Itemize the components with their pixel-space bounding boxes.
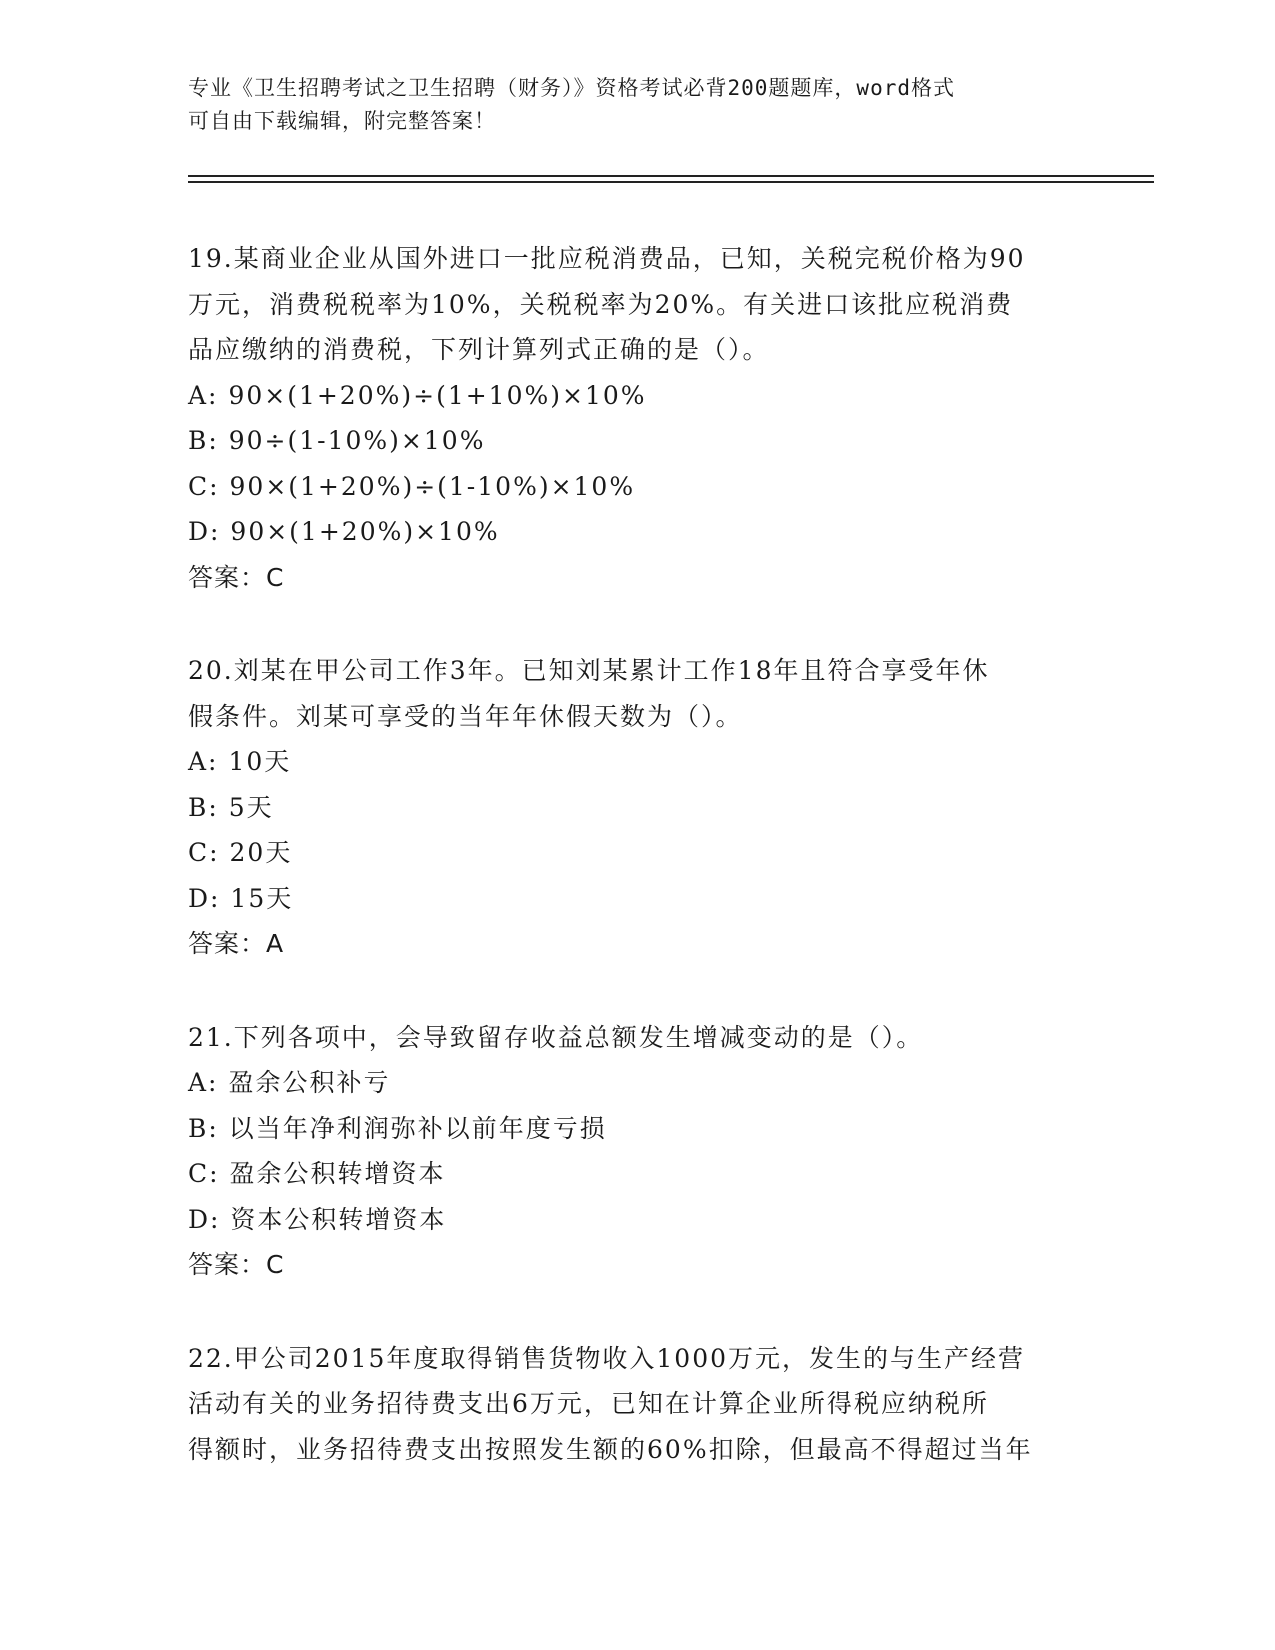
option-key: B: <box>188 426 219 455</box>
option-text: 90÷(1-10%)×10% <box>228 426 486 455</box>
option-c <box>188 1151 1088 1197</box>
question-stem-line: 活动有关的业务招待费支出6万元，已知在计算企业所得税应纳税所 <box>188 1389 989 1418</box>
option-a <box>188 1060 1088 1106</box>
option-text: 20天 <box>229 838 293 867</box>
question-stem-line: 19.某商业企业从国外进口一批应税消费品，已知，关税完税价格为90 <box>188 244 1026 273</box>
option-text: 90×(1+20%)÷(1-10%)×10% <box>229 471 636 501</box>
option-key: D: <box>188 883 221 913</box>
document-header <box>188 72 1088 138</box>
question-22 <box>188 1336 1088 1473</box>
option-key: B: <box>188 792 219 822</box>
answer-line: 答案：C <box>188 562 285 592</box>
question-stem-line: 品应缴纳的消费税，下列计算列式正确的是（）。 <box>188 335 770 364</box>
option-text: 5天 <box>228 792 274 822</box>
question-stem-line: 万元，消费税税率为10%，关税税率为20%。有关进口该批应税消费 <box>188 289 1014 319</box>
option-d <box>188 509 1088 555</box>
option-text: 盈余公积转增资本 <box>229 1159 446 1188</box>
option-key: A: <box>188 1068 219 1097</box>
question-19 <box>188 236 1088 600</box>
option-b <box>188 785 1088 831</box>
option-d <box>188 1197 1088 1243</box>
option-b <box>188 418 1088 464</box>
option-key: C: <box>188 1159 220 1188</box>
option-key: B: <box>188 1113 219 1143</box>
header-rule-top <box>188 175 1154 177</box>
question-21 <box>188 1015 1088 1288</box>
option-text: 90×(1+20%)÷(1+10%)×10% <box>228 380 647 410</box>
question-stem-line: 22.甲公司2015年度取得销售货物收入1000万元，发生的与生产经营 <box>188 1343 1026 1373</box>
answer-line: 答案：A <box>188 929 285 958</box>
option-text: 90×(1+20%)×10% <box>230 517 500 546</box>
option-d <box>188 876 1088 922</box>
question-20 <box>188 648 1088 967</box>
option-c <box>188 830 1088 876</box>
question-stem-line: 得额时，业务招待费支出按照发生额的60%扣除，但最高不得超过当年 <box>188 1434 1033 1464</box>
option-key: D: <box>188 517 221 546</box>
option-a <box>188 739 1088 785</box>
option-key: C: <box>188 471 220 501</box>
option-text: 10天 <box>228 747 292 776</box>
option-text: 15天 <box>230 883 294 913</box>
answer-line: 答案：C <box>188 1250 285 1279</box>
option-text: 盈余公积补亏 <box>228 1068 391 1097</box>
question-stem-line: 假条件。刘某可享受的当年年休假天数为（）。 <box>188 701 743 731</box>
option-key: D: <box>188 1204 221 1234</box>
header-line-2: 可自由下载编辑，附完整答案！ <box>188 109 496 133</box>
option-text: 资本公积转增资本 <box>230 1204 447 1234</box>
header-line-1: 专业《卫生招聘考试之卫生招聘（财务）》资格考试必背200题题库，word格式 <box>188 76 955 100</box>
question-stem-line: 20.刘某在甲公司工作3年。已知刘某累计工作18年且符合享受年休 <box>188 656 990 685</box>
header-rule-bottom <box>188 181 1154 183</box>
option-c <box>188 464 1088 510</box>
option-key: A: <box>188 380 219 410</box>
question-stem-line: 21.下列各项中，会导致留存收益总额发生增减变动的是（）。 <box>188 1022 924 1052</box>
question-list <box>188 236 1088 1520</box>
option-b <box>188 1106 1088 1152</box>
option-key: A: <box>188 747 219 776</box>
option-text: 以当年净利润弥补以前年度亏损 <box>228 1113 607 1143</box>
option-key: C: <box>188 838 220 867</box>
option-a <box>188 373 1088 419</box>
